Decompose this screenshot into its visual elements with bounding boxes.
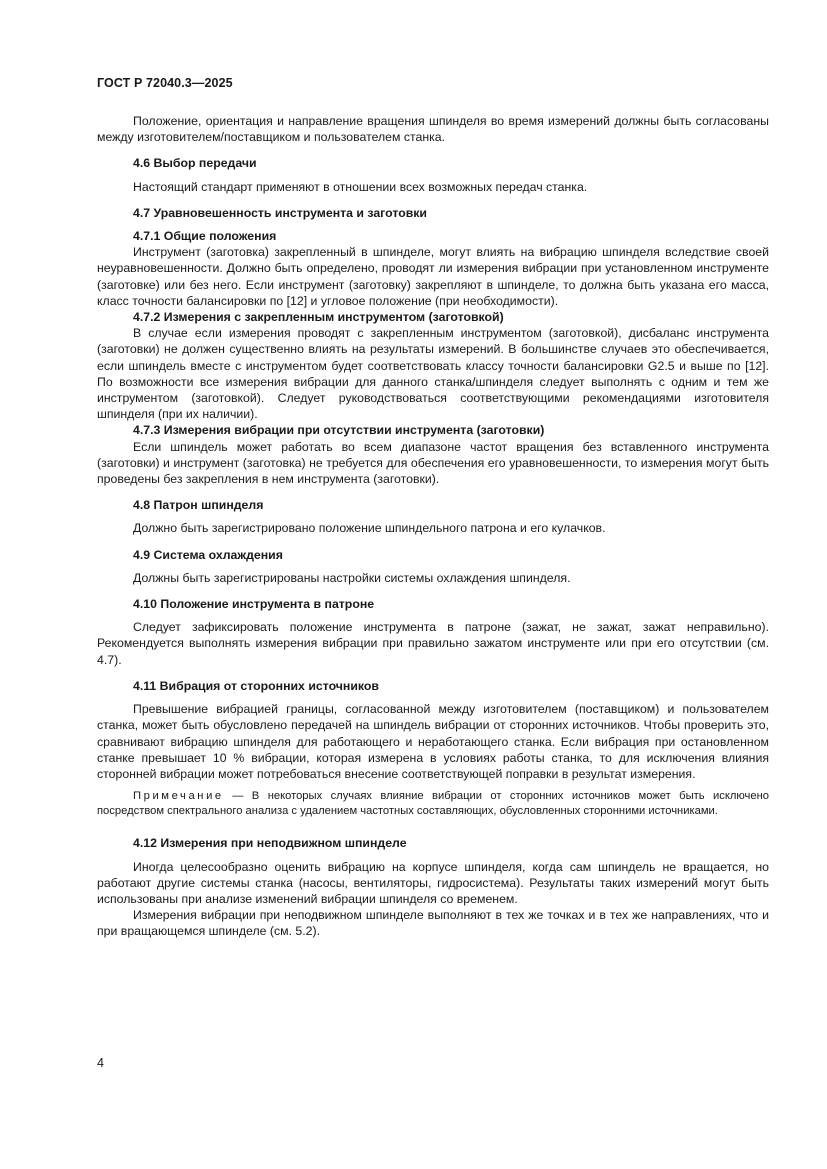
section-4-11-note [97, 789, 769, 818]
document-body [97, 113, 769, 940]
page-number: 4 [97, 1056, 104, 1070]
section-4-7-2-heading: 4.7.2 Измерения с закрепленным инструментом (заготовкой) [133, 310, 504, 325]
section-4-12-paragraph-1: Иногда целесообразно оценить вибрацию на корпусе шпинделя, когда сам шпиндель не вращается, но работают другие системы станка (насосы, вентиляторы, гидросистема). Результаты таких измерений могут быть использованы при анализе изменений вибрации шпинделя со временем. [97, 859, 769, 906]
section-4-8-heading: 4.8 Патрон шпинделя [133, 498, 264, 513]
section-4-7-3-paragraph: Если шпиндель может работать во всем диапазоне частот вращения без вставленного инструмента (заготовки) и инструмент (заготовка) не требуется для обеспечения его уравновешенности, то измерения могут быть проведены без закрепления в нем инструмента (заготовки). [97, 439, 769, 487]
section-4-10-paragraph: Следует зафиксировать положение инструмента в патроне (зажат, не зажат, зажат неправильно). Рекомендуется выполнять измерения вибрации при правильно зажатом инструменте или при его отсутствии (см. 4.7). [97, 620, 769, 667]
section-4-6-heading: 4.6 Выбор передачи [133, 156, 257, 171]
section-4-12-paragraph-2: Измерения вибрации при неподвижном шпинделе выполняют в тех же точках и в тех же направлениях, что и при вращающемся шпинделе (см. 5.2). [97, 908, 769, 939]
note-label: Примечание [133, 790, 224, 803]
section-4-6-paragraph: Настоящий стандарт применяют в отношении всех возможных передач станка. [133, 179, 588, 194]
section-4-8-paragraph: Должно быть зарегистрировано положение шпиндельного патрона и его кулачков. [133, 521, 606, 536]
section-4-7-1-heading: 4.7.1 Общие положения [133, 229, 277, 244]
section-4-7-1-paragraph: Инструмент (заготовка) закрепленный в шпинделе, могут влиять на вибрацию шпинделя вследствие своей неуравновешенности. Должно быть определено, проводят ли измерения вибрации при установленном инструменте (заготовке) или без него. Если инструмент (заготовку) закрепляют в шпинделе, то должна быть указана его масса, класс точности балансировки по [12] и угловое положение (при необходимости). [97, 245, 769, 308]
section-4-9-paragraph: Должны быть зарегистрированы настройки системы охлаждения шпинделя. [133, 570, 571, 585]
section-4-10-heading: 4.10 Положение инструмента в патроне [133, 597, 375, 612]
section-4-12-heading: 4.12 Измерения при неподвижном шпинделе [133, 836, 407, 851]
intro-paragraph: Положение, ориентация и направление вращения шпинделя во время измерений должны быть согласованы между изготовителем/поставщиком и пользователем станка. [97, 114, 769, 145]
section-4-9-heading: 4.9 Система охлаждения [133, 547, 283, 562]
section-4-11-paragraph: Превышение вибрацией границы, согласованной между изготовителем (поставщиком) и пользователем станка, может быть обусловлено передачей на шпиндель вибрации от сторонних источников. Чтобы проверить это, сравнивают вибрацию шпинделя для работающего и неработающего станка. Если вибрация при остановленном станке превышает 10 % вибрации, которая измерена в условиях работы станка, то для исключения влияния сторонней вибрации может потребоваться внесение соответствующей поправки в результат измерения. [97, 702, 769, 781]
section-4-7-heading: 4.7 Уравновешенность инструмента и заготовки [133, 205, 427, 220]
section-4-7-2-paragraph: В случае если измерения проводят с закрепленным инструментом (заготовкой), дисбаланс инструмента (заготовки) не должен существенно влиять на результаты измерений. В большинстве случаев это обеспечивается, если шпиндель вместе с инструментом будет соответствовать классу точности балансировки G2.5 и выше по [12]. По возможности все измерения вибрации для данного станка/шпинделя следует выполнять с одним и тем же инструментом (заготовкой). Следует руководствоваться соответствующими рекомендациями изготовителя шпинделя (при их наличии). [97, 326, 769, 422]
note-text: — В некоторых случаях влияние вибрации от сторонних источников может быть исключено посредством спектрального анализа с удалением частотных составляющих, обусловленных сторонними источниками. [97, 790, 769, 817]
section-4-11-heading: 4.11 Вибрация от сторонних источников [133, 678, 379, 693]
document-header: ГОСТ Р 72040.3—2025 [97, 76, 233, 90]
section-4-7-3-heading: 4.7.3 Измерения вибрации при отсутствии инструмента (заготовки) [133, 423, 545, 438]
